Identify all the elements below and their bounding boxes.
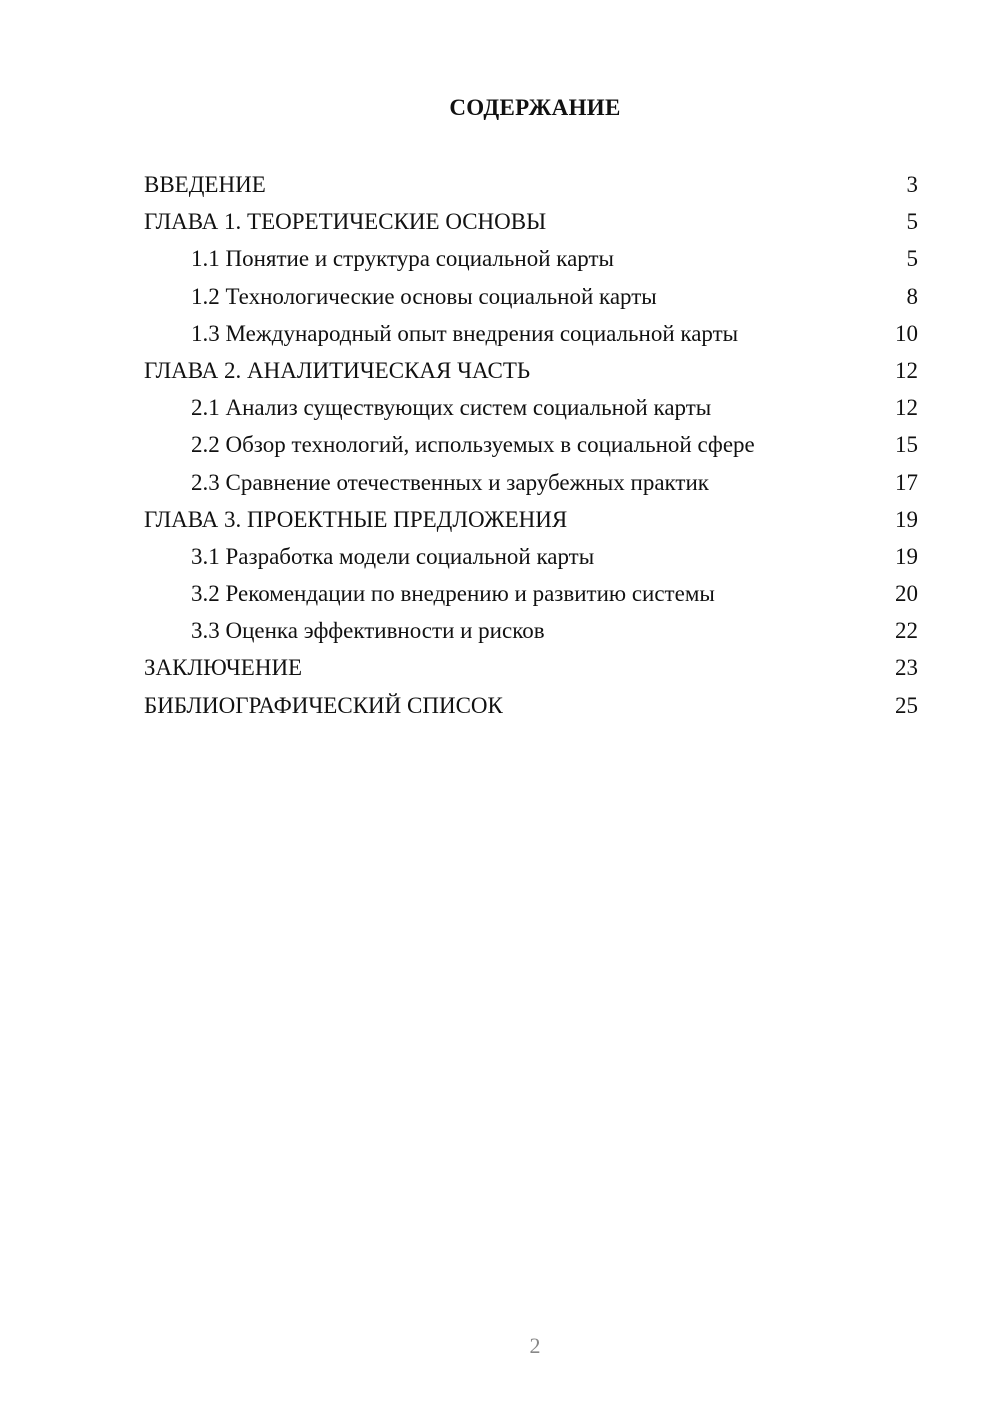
toc-item-page: 15 [895, 432, 918, 458]
toc-item-page: 5 [906, 209, 918, 235]
toc-item-section-1-1[interactable] [144, 240, 918, 277]
toc-item-page: 17 [895, 469, 918, 495]
toc-item-page: 20 [895, 581, 918, 607]
toc-item-label: ЗАКЛЮЧЕНИЕ [144, 655, 303, 681]
toc-item-label: 2.3 Сравнение отечественных и зарубежных практик [191, 469, 709, 495]
toc-item-introduction[interactable] [144, 166, 918, 203]
toc-item-page: 19 [895, 506, 918, 532]
toc-item-page: 12 [895, 357, 918, 383]
toc-item-section-2-3[interactable] [144, 464, 918, 501]
toc-item-section-1-2[interactable] [144, 278, 918, 315]
toc-item-label: БИБЛИОГРАФИЧЕСКИЙ СПИСОК [144, 692, 503, 718]
toc-item-label: 3.3 Оценка эффективности и рисков [191, 618, 545, 644]
toc-item-page: 19 [895, 543, 918, 569]
toc-item-label: 2.1 Анализ существующих систем социальной карты [191, 395, 712, 421]
toc-item-label: ГЛАВА 2. АНАЛИТИЧЕСКАЯ ЧАСТЬ [144, 357, 531, 383]
toc-item-chapter-3[interactable] [144, 501, 918, 538]
toc-item-conclusion[interactable] [144, 649, 918, 686]
toc-item-label: 1.3 Международный опыт внедрения социальной карты [191, 320, 739, 346]
toc-item-page: 10 [895, 320, 918, 346]
toc-item-section-3-2[interactable] [144, 575, 918, 612]
toc-item-label: 1.2 Технологические основы социальной карты [191, 283, 657, 309]
toc-item-page: 8 [906, 283, 918, 309]
toc-item-label: 3.1 Разработка модели социальной карты [191, 543, 595, 569]
toc-item-chapter-2[interactable] [144, 352, 918, 389]
toc-item-page: 25 [895, 692, 918, 718]
toc-item-chapter-1[interactable] [144, 203, 918, 240]
page-title: СОДЕРЖАНИЕ [449, 95, 621, 120]
toc-item-page: 5 [906, 246, 918, 272]
toc-item-page: 22 [895, 618, 918, 644]
toc-item-label: ВВЕДЕНИЕ [144, 172, 266, 197]
toc-item-page: 23 [895, 655, 918, 681]
toc-item-page: 3 [906, 172, 918, 197]
toc-item-section-2-1[interactable] [144, 389, 918, 426]
toc-item-bibliography[interactable] [144, 687, 918, 724]
toc-item-page: 12 [895, 395, 918, 421]
toc-item-label: 3.2 Рекомендации по внедрению и развитию системы [191, 581, 715, 607]
table-of-contents [144, 166, 918, 724]
toc-item-section-1-3[interactable] [144, 315, 918, 352]
toc-item-label: ГЛАВА 3. ПРОЕКТНЫЕ ПРЕДЛОЖЕНИЯ [144, 506, 568, 532]
toc-item-label: ГЛАВА 1. ТЕОРЕТИЧЕСКИЕ ОСНОВЫ [144, 209, 547, 235]
toc-item-label: 1.1 Понятие и структура социальной карты [191, 246, 614, 272]
page-number: 2 [529, 1333, 541, 1358]
toc-item-section-2-2[interactable] [144, 426, 918, 463]
toc-item-section-3-1[interactable] [144, 538, 918, 575]
toc-item-label: 2.2 Обзор технологий, используемых в социальной сфере [191, 432, 755, 458]
toc-item-section-3-3[interactable] [144, 612, 918, 649]
